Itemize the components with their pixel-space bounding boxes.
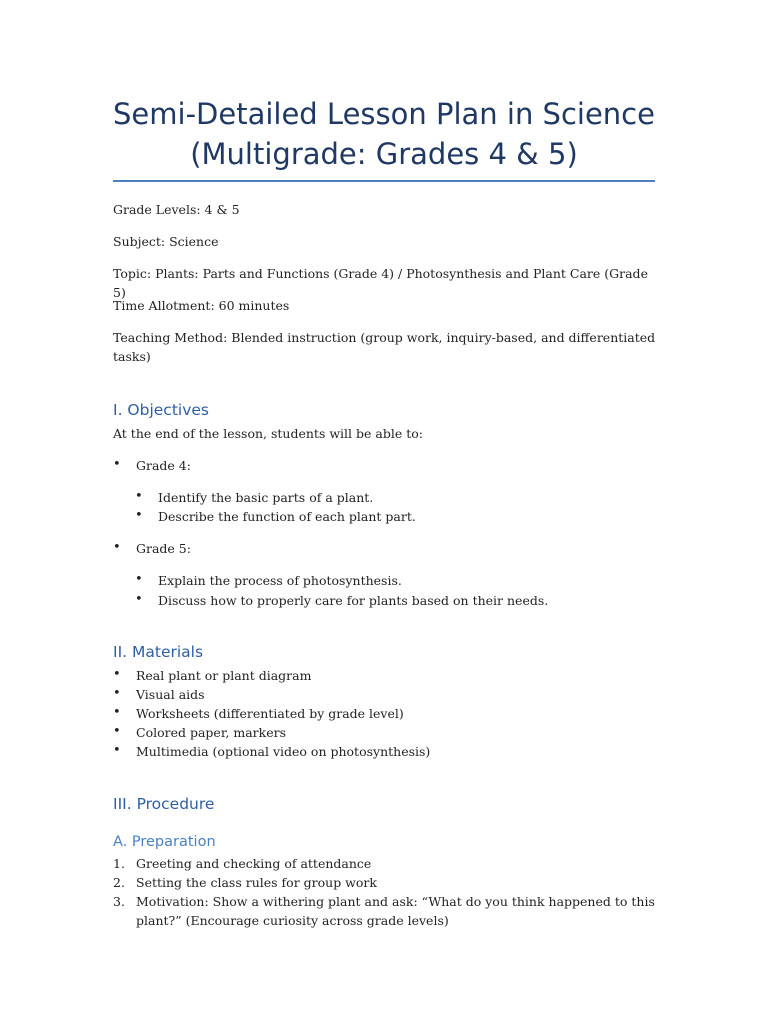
grade5-label: Grade 5:: [136, 541, 191, 556]
grade-levels: Grade Levels: 4 & 5: [113, 202, 240, 217]
bullet-g5-item2: •: [135, 592, 143, 607]
step-number: 1.: [113, 856, 125, 871]
bullet-grade5: •: [113, 540, 121, 555]
teaching-method-line-2: tasks): [113, 349, 151, 364]
list-item: Describe the function of each plant part.: [158, 509, 416, 524]
title-line-1: Semi-Detailed Lesson Plan in Science: [113, 97, 655, 131]
list-item: Visual aids: [136, 687, 205, 702]
list-item: Explain the process of photosynthesis.: [158, 573, 402, 588]
list-item: Worksheets (differentiated by grade level): [136, 706, 404, 721]
time-allotment: Time Allotment: 60 minutes: [113, 298, 290, 313]
teaching-method-line-1: Teaching Method: Blended instruction (group work, inquiry-based, and differentiated: [113, 330, 656, 345]
title-underline: [113, 180, 655, 182]
bullet-material-3: •: [113, 705, 121, 720]
objectives-intro: At the end of the lesson, students will be able to:: [113, 426, 423, 441]
list-item: Multimedia (optional video on photosynthesis): [136, 744, 431, 759]
step-number: 2.: [113, 875, 125, 890]
bullet-grade4: •: [113, 457, 121, 472]
bullet-g4-item2: •: [135, 508, 143, 523]
step-number: 3.: [113, 894, 125, 909]
objectives-heading: I. Objectives: [113, 401, 209, 419]
subject: Subject: Science: [113, 234, 219, 249]
bullet-g4-item1: •: [135, 489, 143, 504]
procedure-heading: III. Procedure: [113, 795, 215, 813]
grade4-label: Grade 4:: [136, 458, 191, 473]
list-item: Setting the class rules for group work: [136, 875, 377, 890]
bullet-material-2: •: [113, 686, 121, 701]
materials-heading: II. Materials: [113, 643, 204, 661]
list-item: Greeting and checking of attendance: [136, 856, 372, 871]
list-item: Colored paper, markers: [136, 725, 287, 740]
bullet-g5-item1: •: [135, 572, 143, 587]
bullet-material-4: •: [113, 724, 121, 739]
bullet-material-1: •: [113, 667, 121, 682]
topic: Topic: Plants: Parts and Functions (Grade 4) / Photosynthesis and Plant Care (Grade 5): [113, 266, 648, 300]
list-item: Identify the basic parts of a plant.: [158, 490, 374, 505]
preparation-subheading: A. Preparation: [113, 834, 216, 850]
list-item: Motivation: Show a withering plant and ask: “What do you think happened to this: [136, 894, 655, 909]
title-line-2: (Multigrade: Grades 4 & 5): [190, 137, 578, 171]
list-item-continuation: plant?” (Encourage curiosity across grade levels): [136, 913, 449, 928]
document-title: [113, 94, 655, 174]
list-item: Discuss how to properly care for plants based on their needs.: [158, 593, 549, 608]
bullet-material-5: •: [113, 743, 121, 758]
list-item: Real plant or plant diagram: [136, 668, 312, 683]
